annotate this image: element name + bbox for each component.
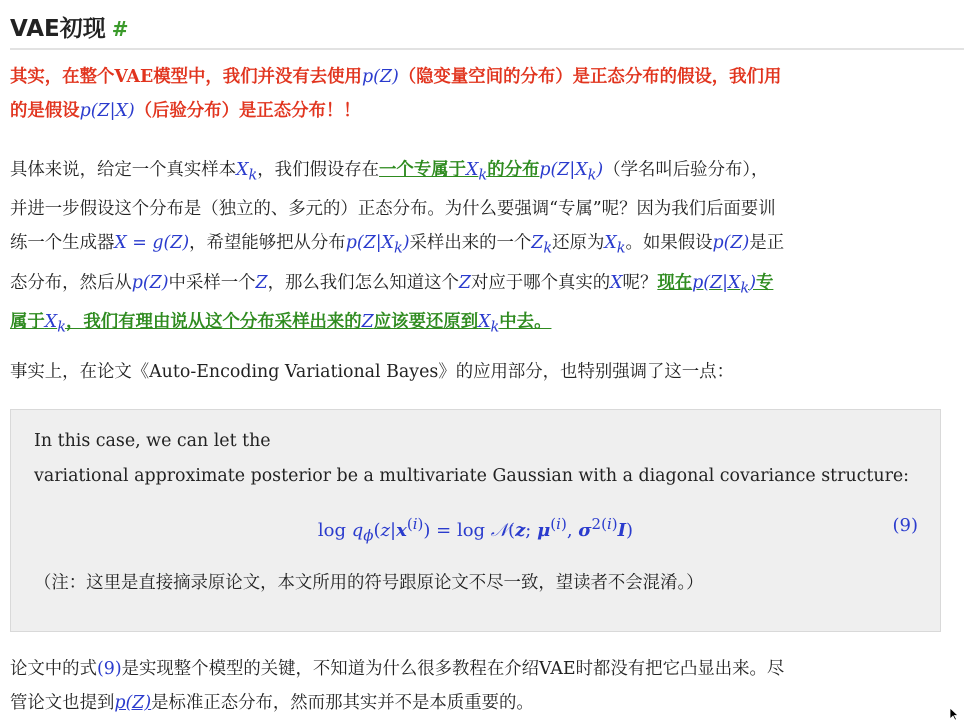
text: ，希望能够把从分布: [189, 233, 346, 254]
math-xk: $X_k$: [236, 160, 258, 184]
section-heading: [10, 10, 129, 43]
text: 论文中的式: [10, 659, 97, 679]
text: （后验分布）是正态分布！！: [134, 101, 361, 121]
heading-divider: [10, 48, 964, 50]
paragraph-posterior: [10, 153, 955, 345]
math-z: Z: [255, 272, 268, 293]
quote-line-2: variational approximate posterior be a multivariate Gaussian with a diagonal covariance structure:: [34, 466, 910, 486]
blockquote: [10, 409, 941, 632]
paragraph-paper-reference: 事实上，在论文《Auto-Encoding Variational Bayes》的应用部分，也特别强调了这一点：: [10, 362, 734, 382]
link-exclusive-distribution[interactable]: 一个专属于$X_k$的分布: [379, 160, 540, 184]
math-xk: $X_k$: [604, 233, 626, 257]
text: 中采样一个: [168, 272, 256, 293]
text: 态分布，然后从: [10, 272, 132, 293]
math-pzx: p(Z|X): [79, 101, 135, 121]
text: 是实现整个模型的关键，不知道为什么很多教程在介绍VAE时都没有把它凸显出来。尽: [121, 659, 785, 679]
text: 练一个生成器: [10, 233, 115, 254]
link-should-restore[interactable]: 属于$X_k$，我们有理由说从这个分布采样出来的Z应该要还原到$X_k$中去。: [10, 312, 552, 336]
text: 是正: [749, 233, 785, 254]
link-now-exclusive[interactable]: 现在$p(Z|X_k)$专: [657, 272, 774, 297]
heading-text: VAE初现: [10, 16, 106, 42]
mouse-cursor-icon: [950, 708, 958, 721]
text: ，那么我们怎么知道这个: [267, 272, 459, 293]
math-pz-link[interactable]: p(Z): [114, 693, 152, 713]
heading-anchor-link[interactable]: #: [111, 17, 129, 41]
quote-line-1: In this case, we can let the: [34, 431, 271, 451]
text: 的是假设: [10, 101, 80, 121]
math-pz: p(Z): [131, 272, 169, 293]
paragraph-key-equation: [10, 652, 955, 720]
equation-9: $\log q_\phi(z|x^{(i)}) = \log$ 𝒩(z; $\mu^{(i)}$, $\sigma^{2(i)}I$): [317, 515, 634, 545]
text: 采样出来的一个: [409, 233, 532, 254]
math-z: Z: [458, 272, 472, 293]
math-pzxk: $p(Z|X_k)$: [345, 233, 410, 257]
math-pz: p(Z): [712, 233, 750, 254]
text: 还原为: [552, 233, 605, 254]
text: （学名叫后验分布），: [603, 160, 769, 180]
text: 管论文也提到: [10, 693, 115, 713]
text: 。如果假设: [625, 233, 713, 254]
text: 对应于哪个真实的: [471, 272, 611, 293]
highlight-paragraph: [10, 60, 955, 128]
equation-number: (9): [892, 515, 918, 536]
text: 其实，在整个VAE模型中，我们并没有去使用: [10, 67, 362, 87]
text: （隐变量空间的分布）是正态分布的假设，我们用: [398, 67, 782, 87]
text: 呢？: [622, 272, 658, 293]
math-pzxk: $p(Z|X_k)$: [539, 160, 604, 184]
text: ，我们假设存在: [257, 160, 380, 180]
text: 并进一步假设这个分布是（独立的、多元的）正态分布。为什么要强调“专属”呢？因为我们后面要训: [10, 199, 776, 220]
math-generator: X = g(Z): [114, 233, 190, 254]
text: 具体来说，给定一个真实样本: [10, 160, 237, 180]
math-pz: p(Z): [361, 67, 399, 87]
equation-ref-link[interactable]: (9): [96, 659, 122, 679]
math-zk: $Z_k$: [531, 233, 553, 257]
text: 是标准正态分布，然而那其实并不是本质重要的。: [151, 693, 534, 713]
math-x: X: [610, 272, 623, 293]
quote-note: （注：这里是直接摘录原论文，本文所用的符号跟原论文不尽一致，望读者不会混淆。）: [34, 573, 704, 593]
